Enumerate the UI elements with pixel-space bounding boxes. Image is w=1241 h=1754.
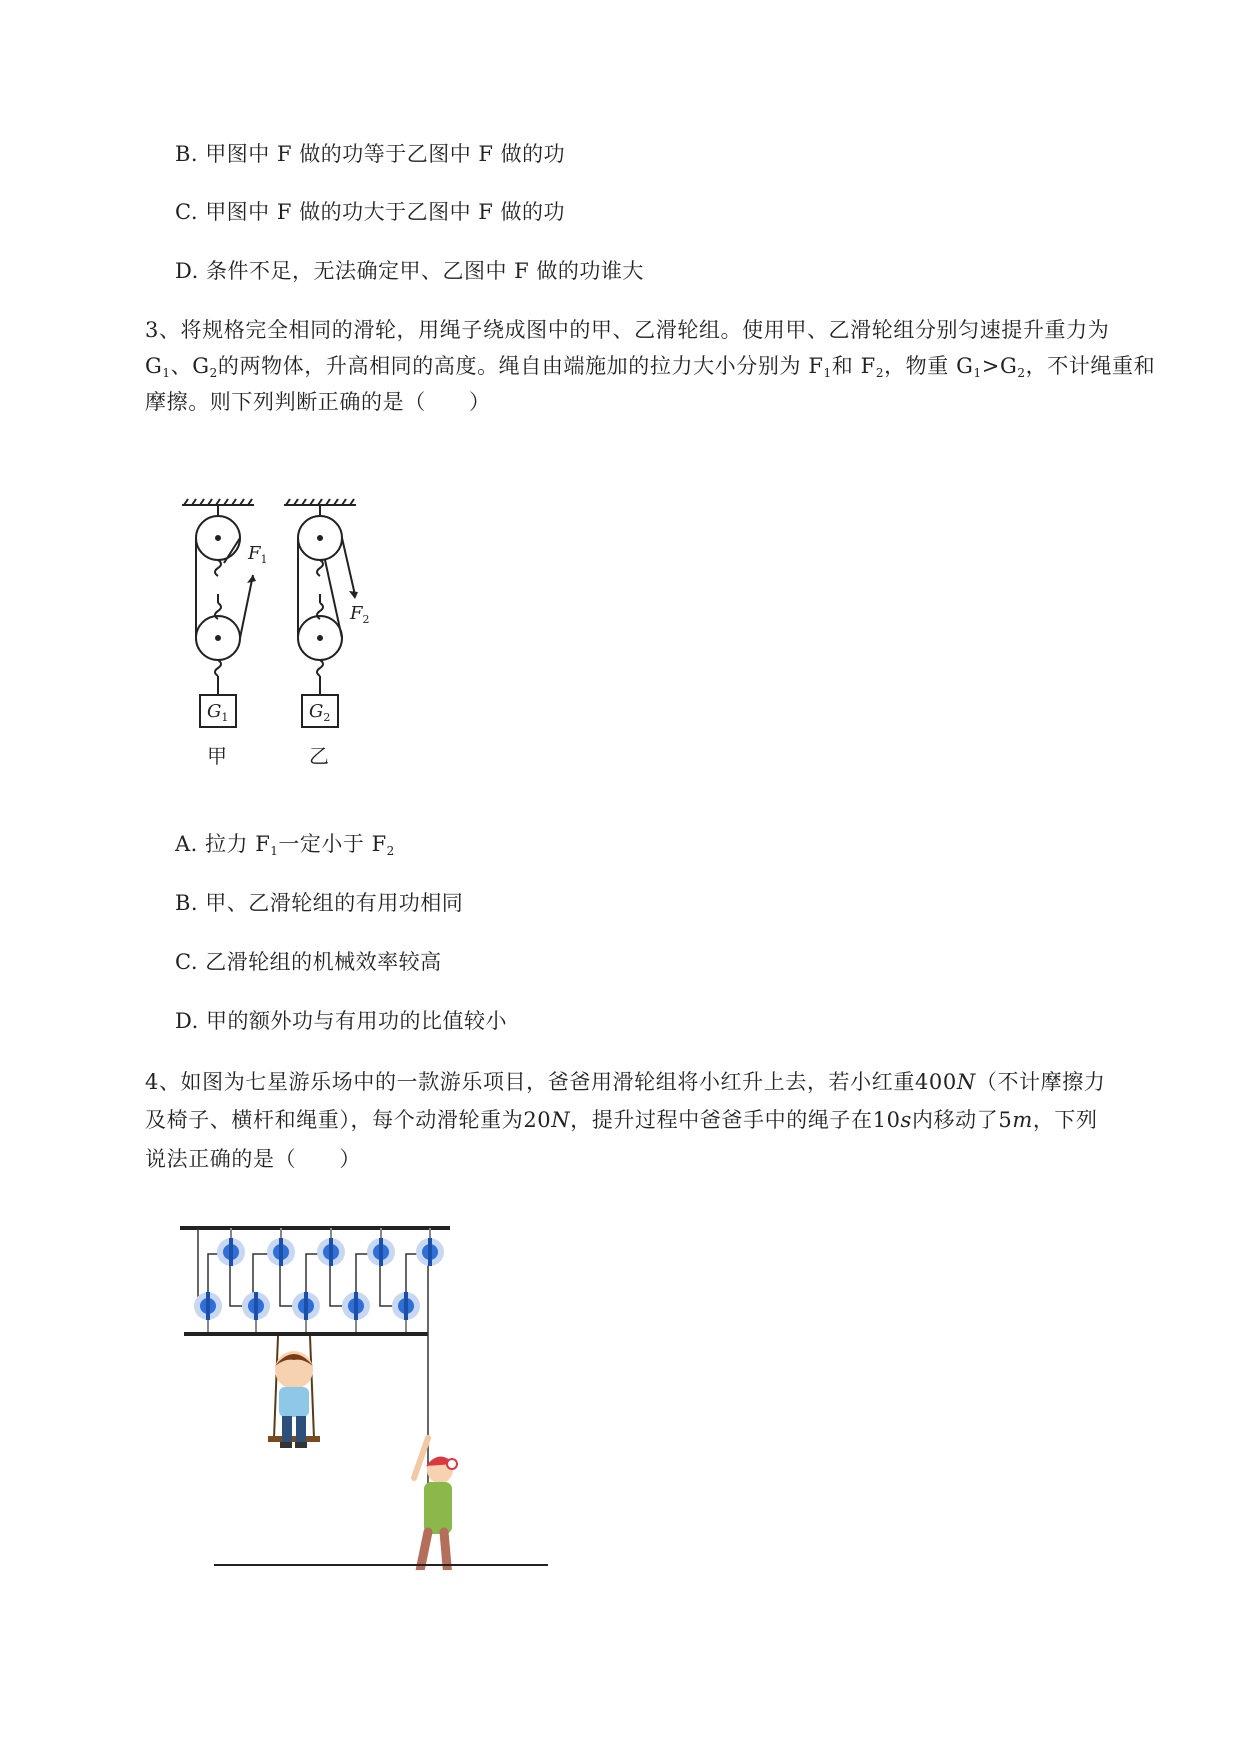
- movable-pulleys: [194, 1292, 420, 1332]
- pulley-system-left: [196, 505, 253, 727]
- q4-stem-line1: [145, 1068, 1105, 1096]
- option-letter: C.: [175, 200, 198, 224]
- ceiling-right: [284, 499, 356, 505]
- subscript: 1: [270, 844, 279, 858]
- pulley-icon: [194, 1292, 222, 1332]
- text-fragment: 、G: [170, 354, 210, 378]
- unit: s: [900, 1108, 912, 1132]
- amusement-pulley-illustration: [178, 1220, 558, 1570]
- text-fragment: ，提升过程中爸爸手中的绳子在: [570, 1108, 873, 1132]
- option-text: 条件不足，无法确定甲、乙图中 F 做的功谁大: [205, 259, 644, 283]
- subscript: 2: [209, 366, 218, 380]
- pulley-icon: [292, 1292, 320, 1332]
- text-fragment: ，不计绳重和: [1025, 354, 1156, 378]
- subscript: 2: [386, 844, 395, 858]
- pulley-icon: [217, 1228, 245, 1266]
- father-figure: [404, 1438, 458, 1570]
- q3-option-c: [175, 948, 442, 976]
- option-letter: B.: [175, 142, 199, 166]
- option-text: 甲、乙滑轮组的有用功相同: [205, 891, 464, 915]
- option-text: 甲的额外功与有用功的比值较小: [205, 1009, 507, 1033]
- q2-option-b: [175, 140, 565, 168]
- q3-stem-line1: 3、将规格完全相同的滑轮，用绳子绕成图中的甲、乙滑轮组。使用甲、乙滑轮组分别匀速提升重力为: [145, 318, 1110, 342]
- number: 400: [914, 1070, 957, 1094]
- figure-label-yi: 乙: [309, 744, 329, 768]
- subscript: 1: [162, 366, 171, 380]
- option-text: 甲图中 F 做的功等于乙图中 F 做的功: [205, 142, 566, 166]
- pulley-icon: [367, 1228, 395, 1266]
- q3-option-b: [175, 889, 463, 917]
- subscript: 1: [823, 366, 832, 380]
- q4-stem-line3: 说法正确的是（ ）: [145, 1147, 361, 1171]
- label-subscript: 2: [323, 711, 331, 724]
- subscript: 2: [1017, 366, 1026, 380]
- ceiling-left: [182, 499, 254, 505]
- label-text: F: [350, 603, 363, 624]
- pulley-system-figure: [178, 495, 388, 785]
- pulley-system-right: [298, 505, 355, 727]
- force-label-left: [247, 543, 268, 566]
- text-fragment: 的两物体，升高相同的高度。绳自由端施加的拉力大小分别为 F: [217, 354, 824, 378]
- unit: N: [551, 1108, 571, 1132]
- label-text: G: [207, 701, 222, 722]
- unit: m: [1012, 1108, 1033, 1132]
- text-fragment: 拉力 F: [205, 832, 271, 856]
- force-label-right: [349, 603, 370, 626]
- weight-label-left: [207, 701, 228, 724]
- label-subscript: 2: [362, 613, 370, 626]
- number: 5: [998, 1108, 1013, 1132]
- weight-label-right: [309, 701, 330, 724]
- text-fragment: 和 F: [831, 354, 876, 378]
- number: 10: [872, 1108, 901, 1132]
- option-letter: D.: [175, 1009, 199, 1033]
- text-fragment: >G: [981, 354, 1018, 378]
- text-fragment: ，下列: [1032, 1108, 1098, 1132]
- label-text: G: [309, 701, 324, 722]
- label-subscript: 1: [221, 711, 229, 724]
- pulley-rope: [198, 1228, 428, 1520]
- text-fragment: G: [145, 354, 163, 378]
- q2-option-c: [175, 198, 565, 226]
- q4-stem-line2: [145, 1106, 1098, 1134]
- option-text: [205, 832, 395, 856]
- option-text: 乙滑轮组的机械效率较高: [205, 950, 442, 974]
- q3-option-d: [175, 1007, 507, 1035]
- fixed-pulleys: [217, 1228, 444, 1266]
- text-fragment: （不计摩擦力: [975, 1070, 1106, 1094]
- text-fragment: 及椅子、横杆和绳重），每个动滑轮重为: [145, 1108, 524, 1132]
- option-letter: C.: [175, 950, 198, 974]
- pulley-icon: [267, 1228, 295, 1266]
- pulley-icon: [242, 1292, 270, 1332]
- pulley-icon: [392, 1292, 420, 1332]
- pulley-icon: [342, 1292, 370, 1332]
- child-on-swing: [268, 1336, 320, 1448]
- label-subscript: 1: [260, 553, 268, 566]
- force-arrow-right: [349, 591, 358, 599]
- pulley-icon: [416, 1228, 444, 1266]
- number: 20: [523, 1108, 552, 1132]
- label-text: F: [248, 543, 261, 564]
- force-arrow-left: [247, 575, 256, 583]
- option-letter: D.: [175, 259, 199, 283]
- option-letter: B.: [175, 891, 199, 915]
- option-letter: A.: [175, 832, 198, 856]
- subscript: 2: [875, 366, 885, 380]
- figure-label-jia: 甲: [207, 744, 227, 768]
- q3-option-a: [175, 830, 395, 858]
- q2-option-d: [175, 257, 644, 285]
- text-fragment: 4、如图为七星游乐场中的一款游乐项目，爸爸用滑轮组将小红升上去，若小红重: [145, 1070, 915, 1094]
- text-fragment: 内移动了: [911, 1108, 999, 1132]
- text-fragment: ，物重 G: [884, 354, 974, 378]
- text-fragment: 一定小于 F: [278, 832, 387, 856]
- q3-stem-line3: 摩擦。则下列判断正确的是（ ）: [145, 390, 491, 414]
- q3-stem-line2: [145, 352, 1155, 380]
- unit: N: [956, 1070, 976, 1094]
- option-text: 甲图中 F 做的功大于乙图中 F 做的功: [205, 200, 566, 224]
- subscript: 1: [973, 366, 982, 380]
- pulley-icon: [317, 1228, 345, 1266]
